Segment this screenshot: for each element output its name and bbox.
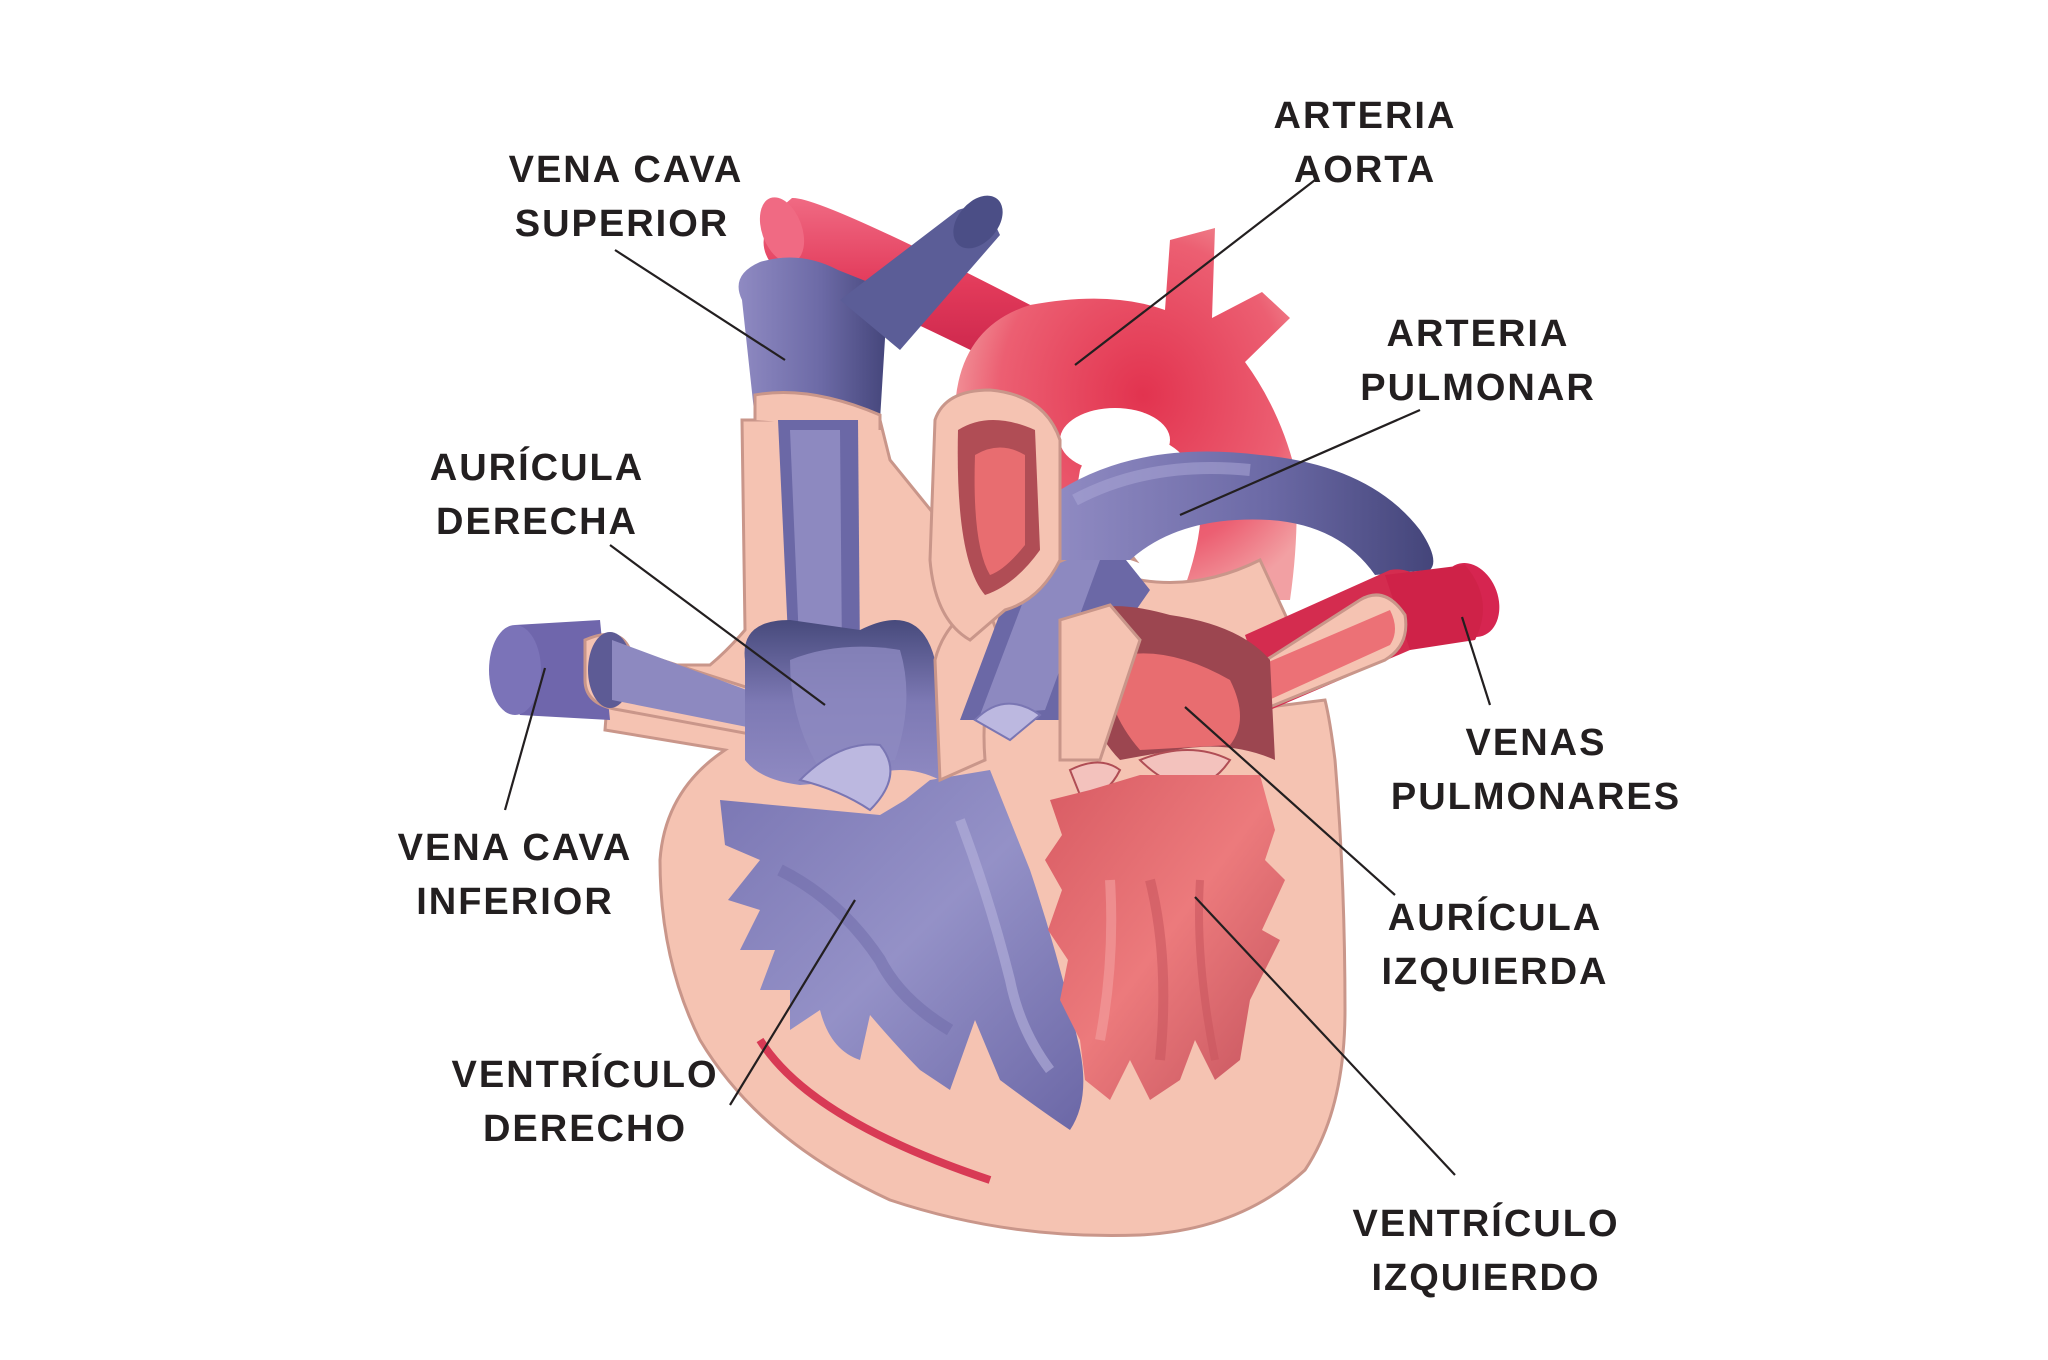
label-line: DERECHA <box>436 501 638 543</box>
label-arteria-aorta <box>1274 95 1457 191</box>
label-line: VENAS <box>1465 722 1607 764</box>
label-line: IZQUIERDO <box>1371 1257 1601 1299</box>
label-line: ARTERIA <box>1386 313 1570 355</box>
label-line: INFERIOR <box>416 881 614 923</box>
label-line: VENA CAVA <box>508 149 744 191</box>
label-line: VENTRÍCULO <box>1352 1203 1620 1245</box>
label-line: ARTERIA <box>1273 95 1457 137</box>
label-vena-cava-superior <box>509 149 744 245</box>
label-line: VENA CAVA <box>397 827 633 869</box>
label-line: VENTRÍCULO <box>451 1054 719 1096</box>
label-line: AORTA <box>1293 149 1437 191</box>
label-venas-pulmonares <box>1391 722 1681 818</box>
label-auricula-derecha <box>430 445 644 543</box>
label-line: IZQUIERDA <box>1381 951 1609 993</box>
label-line: AURÍCULA <box>429 447 645 489</box>
label-ventriculo-izquierdo <box>1353 1201 1620 1299</box>
label-line: AURÍCULA <box>1387 897 1603 939</box>
label-arteria-pulmonar <box>1360 313 1596 409</box>
label-line: PULMONAR <box>1360 367 1596 409</box>
label-vena-cava-inferior <box>398 827 633 923</box>
label-line: SUPERIOR <box>514 203 730 245</box>
label-auricula-izquierda <box>1382 895 1609 993</box>
label-line: PULMONARES <box>1390 776 1682 818</box>
label-ventriculo-derecho <box>452 1052 719 1150</box>
label-line: DERECHO <box>482 1108 688 1150</box>
